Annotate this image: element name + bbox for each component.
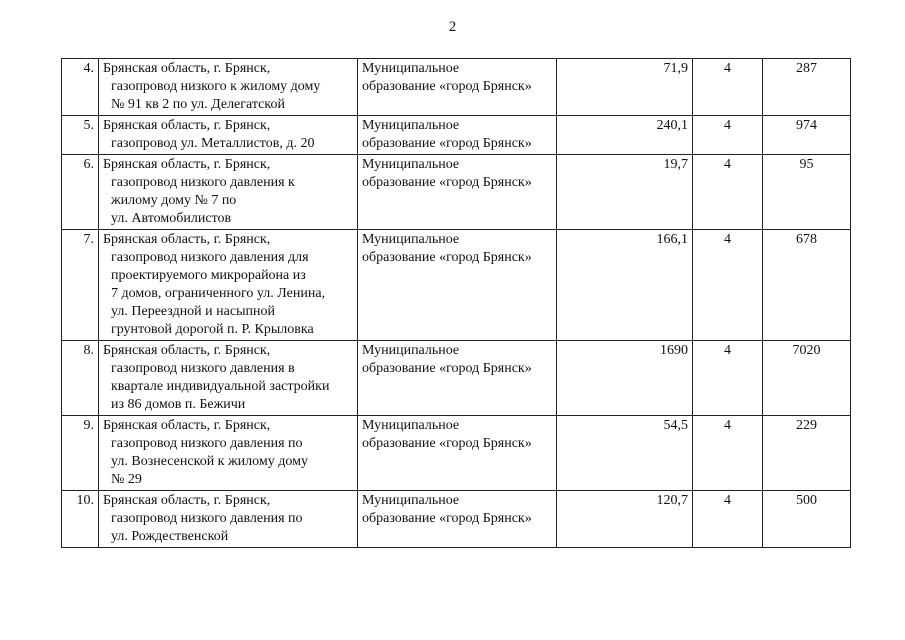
category-cell: 4 bbox=[693, 230, 763, 341]
table-body bbox=[62, 59, 851, 548]
address-line: Брянская область, г. Брянск, bbox=[103, 118, 271, 133]
address-line: из 86 домов п. Бежичи bbox=[111, 397, 246, 412]
address-cell bbox=[99, 491, 358, 548]
owner-line: образование «город Брянск» bbox=[362, 175, 532, 190]
address-line: Брянская область, г. Брянск, bbox=[103, 343, 271, 358]
table-row bbox=[62, 491, 851, 548]
value-cell: 95 bbox=[763, 155, 851, 230]
address-cell bbox=[99, 116, 358, 155]
row-number: 10. bbox=[62, 491, 99, 548]
length-cell: 54,5 bbox=[557, 416, 693, 491]
owner-line: образование «город Брянск» bbox=[362, 511, 532, 526]
row-number: 8. bbox=[62, 341, 99, 416]
address-line: Брянская область, г. Брянск, bbox=[103, 232, 271, 247]
table-row bbox=[62, 155, 851, 230]
address-line: ул. Вознесенской к жилому дому bbox=[111, 454, 308, 469]
owner-cell bbox=[358, 155, 557, 230]
length-cell: 166,1 bbox=[557, 230, 693, 341]
address-line: Брянская область, г. Брянск, bbox=[103, 493, 271, 508]
address-line: Брянская область, г. Брянск, bbox=[103, 157, 271, 172]
address-line: газопровод низкого к жилому дому bbox=[111, 79, 321, 94]
page-number: 2 bbox=[448, 19, 457, 35]
row-number: 6. bbox=[62, 155, 99, 230]
owner-line: Муниципальное bbox=[362, 493, 460, 508]
table-row bbox=[62, 59, 851, 116]
address-line: газопровод ул. Металлистов, д. 20 bbox=[111, 136, 315, 151]
address-line: ул. Переездной и насыпной bbox=[111, 304, 275, 319]
row-number: 4. bbox=[62, 59, 99, 116]
address-line: газопровод низкого давления по bbox=[111, 436, 303, 451]
address-cell bbox=[99, 155, 358, 230]
table-row bbox=[62, 116, 851, 155]
table-row bbox=[62, 230, 851, 341]
row-number: 5. bbox=[62, 116, 99, 155]
address-cell bbox=[99, 416, 358, 491]
value-cell: 500 bbox=[763, 491, 851, 548]
address-cell bbox=[99, 341, 358, 416]
value-cell: 678 bbox=[763, 230, 851, 341]
address-line: газопровод низкого давления в bbox=[111, 361, 295, 376]
owner-cell bbox=[358, 116, 557, 155]
owner-line: Муниципальное bbox=[362, 343, 460, 358]
owner-cell bbox=[358, 59, 557, 116]
value-cell: 287 bbox=[763, 59, 851, 116]
owner-line: образование «город Брянск» bbox=[362, 250, 532, 265]
owner-line: Муниципальное bbox=[362, 118, 460, 133]
address-line: Брянская область, г. Брянск, bbox=[103, 61, 271, 76]
owner-cell bbox=[358, 491, 557, 548]
value-cell: 229 bbox=[763, 416, 851, 491]
row-number: 7. bbox=[62, 230, 99, 341]
table-row bbox=[62, 416, 851, 491]
owner-cell bbox=[358, 341, 557, 416]
address-line: № 29 bbox=[111, 472, 142, 487]
address-line: газопровод низкого давления по bbox=[111, 511, 303, 526]
address-line: Брянская область, г. Брянск, bbox=[103, 418, 271, 433]
address-line: квартале индивидуальной застройки bbox=[111, 379, 330, 394]
owner-line: образование «город Брянск» bbox=[362, 361, 532, 376]
registry-table bbox=[61, 58, 851, 548]
owner-cell bbox=[358, 416, 557, 491]
address-line: ул. Автомобилистов bbox=[111, 211, 232, 226]
address-line: жилому дому № 7 по bbox=[111, 193, 237, 208]
address-line: грунтовой дорогой п. Р. Крыловка bbox=[111, 322, 314, 337]
owner-cell bbox=[358, 230, 557, 341]
owner-line: образование «город Брянск» bbox=[362, 136, 532, 151]
owner-line: Муниципальное bbox=[362, 232, 460, 247]
length-cell: 19,7 bbox=[557, 155, 693, 230]
value-cell: 974 bbox=[763, 116, 851, 155]
length-cell: 120,7 bbox=[557, 491, 693, 548]
category-cell: 4 bbox=[693, 116, 763, 155]
category-cell: 4 bbox=[693, 416, 763, 491]
length-cell: 240,1 bbox=[557, 116, 693, 155]
address-line: 7 домов, ограниченного ул. Ленина, bbox=[111, 286, 326, 301]
address-line: газопровод низкого давления к bbox=[111, 175, 295, 190]
value-cell: 7020 bbox=[763, 341, 851, 416]
owner-line: образование «город Брянск» bbox=[362, 79, 532, 94]
address-line: № 91 кв 2 по ул. Делегатской bbox=[111, 97, 285, 112]
address-cell bbox=[99, 230, 358, 341]
length-cell: 1690 bbox=[557, 341, 693, 416]
table-row bbox=[62, 341, 851, 416]
category-cell: 4 bbox=[693, 341, 763, 416]
category-cell: 4 bbox=[693, 59, 763, 116]
address-line: газопровод низкого давления для bbox=[111, 250, 309, 265]
owner-line: Муниципальное bbox=[362, 157, 460, 172]
address-line: проектируемого микрорайона из bbox=[111, 268, 306, 283]
row-number: 9. bbox=[62, 416, 99, 491]
address-line: ул. Рождественской bbox=[111, 529, 229, 544]
address-cell bbox=[99, 59, 358, 116]
category-cell: 4 bbox=[693, 155, 763, 230]
owner-line: образование «город Брянск» bbox=[362, 436, 532, 451]
category-cell: 4 bbox=[693, 491, 763, 548]
length-cell: 71,9 bbox=[557, 59, 693, 116]
owner-line: Муниципальное bbox=[362, 418, 460, 433]
owner-line: Муниципальное bbox=[362, 61, 460, 76]
